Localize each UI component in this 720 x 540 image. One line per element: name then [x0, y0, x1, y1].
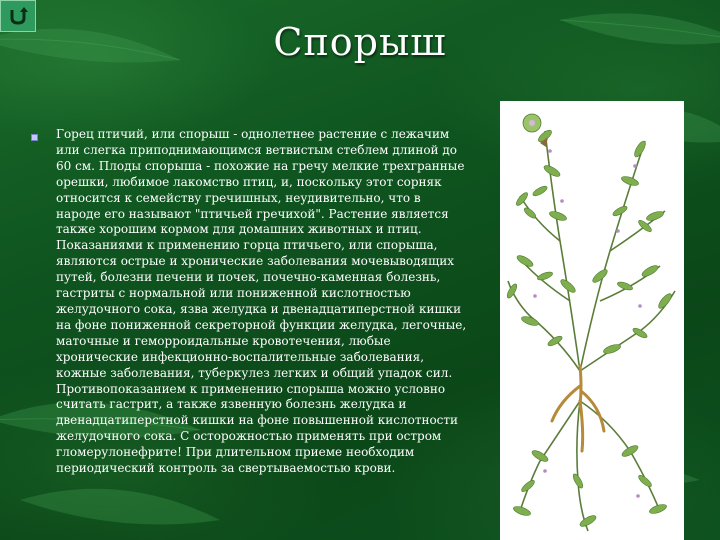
bullet-marker	[31, 134, 38, 141]
body-text: Горец птичий, или спорыш - однолетнее растение с лежачим или слегка приподнимающимся ветвистым стеблем длиной до 60 см. Плоды спорыша - похожие на гречу мелкие трехгранные орешки, любимое лакомство птиц, и, поскольку этот сорняк относится к семейству гречишных, неудивительно, что в народе его называют "птичьей гречихой". Растение является также хорошим кормом для домашних животных и птиц. Показаниями к применению горца птичьего, или спорыша, являются острые и хронические заболевания мочевыводящих путей, болезни печени и почек, почечно-каменная болезнь, гастриты с нормальной или пониженной кислотностью желудочного сока, язва желудка и двенадцатиперстной кишки на фоне пониженной секреторной функции желудка, легочные, маточные и геморроидальные кровотечения, любые хронические инфекционно-воспалительные заболевания, кожные заболевания, туберкулез легких и общий упадок сил. Противопоказанием к применению спорыша можно условно считать гастрит, а также язвенную болезнь желудка и двенадцатиперстной кишки на фоне повышенной кислотности желудочного сока. С осторожностью применять при остром гломерулонефрите! При длительном приеме необходим периодический контроль за свертываемостью крови.	[56, 127, 467, 476]
plant-illustration	[500, 101, 684, 540]
slide-title: Спорыш	[273, 20, 447, 64]
